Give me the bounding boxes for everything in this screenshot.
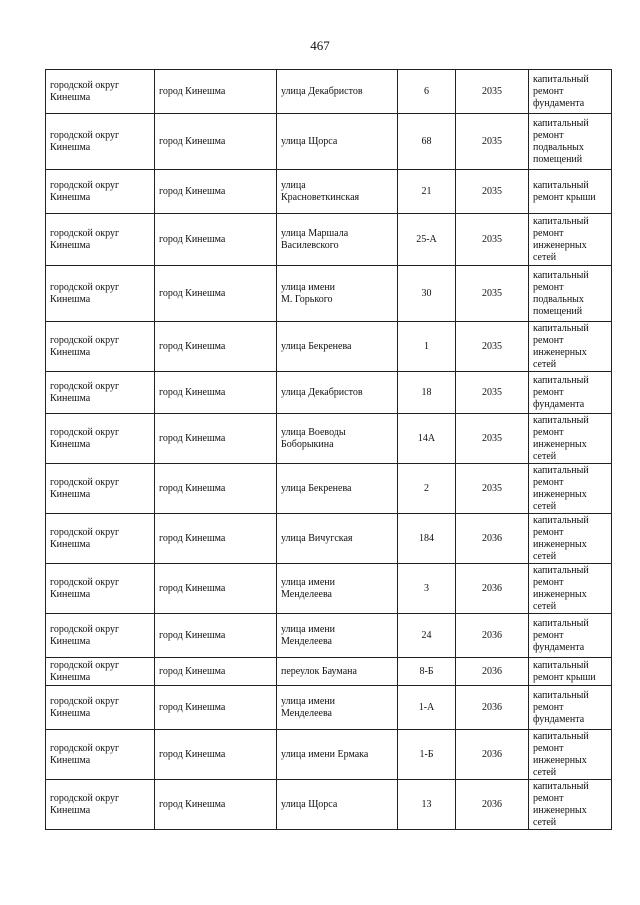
house-cell	[398, 266, 456, 322]
house-cell	[398, 214, 456, 266]
work-type-cell	[529, 514, 612, 564]
table-row	[46, 564, 612, 614]
city-cell	[155, 214, 277, 266]
okrug-text: городской округ Кинешма	[50, 179, 120, 203]
year-text: 2035	[482, 185, 502, 197]
work-type-cell	[529, 322, 612, 372]
street-cell	[277, 114, 398, 170]
street-text: улица Щорса	[281, 135, 338, 147]
work-type-cell	[529, 564, 612, 614]
okrug-text: городской округ Кинешма	[50, 281, 120, 305]
house-cell	[398, 372, 456, 414]
work-type-cell	[529, 614, 612, 658]
work-type-cell	[529, 372, 612, 414]
okrug-text: городской округ Кинешма	[50, 576, 120, 600]
table-row	[46, 214, 612, 266]
city-cell	[155, 686, 277, 730]
house-text: 1	[424, 340, 429, 352]
street-cell	[277, 730, 398, 780]
work-type-text: капитальный ремонт инженерных сетей	[533, 215, 589, 263]
street-text: улица Бекренева	[281, 340, 352, 352]
house-text: 68	[421, 135, 432, 147]
okrug-cell	[46, 414, 155, 464]
okrug-cell	[46, 614, 155, 658]
year-text: 2035	[482, 432, 502, 444]
house-text: 24	[421, 629, 432, 641]
work-type-text: капитальный ремонт подвальных помещений	[533, 269, 589, 317]
work-type-cell	[529, 214, 612, 266]
city-text: город Кинешма	[159, 582, 226, 594]
house-text: 30	[421, 287, 432, 299]
table-body	[46, 70, 612, 830]
street-text: улица Бекренева	[281, 482, 352, 494]
okrug-cell	[46, 686, 155, 730]
okrug-cell	[46, 658, 155, 686]
city-text: город Кинешма	[159, 135, 226, 147]
year-cell	[456, 514, 529, 564]
okrug-text: городской округ Кинешма	[50, 79, 120, 103]
city-cell	[155, 322, 277, 372]
year-text: 2035	[482, 135, 502, 147]
okrug-text: городской округ Кинешма	[50, 792, 120, 816]
street-text: улица Вичугская	[281, 532, 353, 544]
okrug-cell	[46, 114, 155, 170]
okrug-text: городской округ Кинешма	[50, 227, 120, 251]
work-type-cell	[529, 780, 612, 830]
table-row	[46, 614, 612, 658]
work-type-text: капитальный ремонт инженерных сетей	[533, 414, 589, 462]
year-text: 2036	[482, 582, 502, 594]
okrug-text: городской округ Кинешма	[50, 742, 120, 766]
house-cell	[398, 686, 456, 730]
house-text: 14А	[417, 432, 436, 444]
house-text: 18	[421, 386, 432, 398]
table-row	[46, 414, 612, 464]
street-text: улица Воеводы Боборыкина	[281, 426, 346, 450]
work-type-cell	[529, 266, 612, 322]
house-cell	[398, 780, 456, 830]
year-cell	[456, 730, 529, 780]
street-text: улица Красноветкинская	[281, 179, 360, 203]
year-cell	[456, 658, 529, 686]
okrug-cell	[46, 514, 155, 564]
city-cell	[155, 372, 277, 414]
street-cell	[277, 464, 398, 514]
street-text: улица Декабристов	[281, 386, 363, 398]
year-text: 2036	[482, 665, 502, 677]
house-cell	[398, 730, 456, 780]
city-text: город Кинешма	[159, 701, 226, 713]
house-cell	[398, 114, 456, 170]
table-row	[46, 514, 612, 564]
year-cell	[456, 686, 529, 730]
house-cell	[398, 658, 456, 686]
work-type-cell	[529, 70, 612, 114]
city-text: город Кинешма	[159, 629, 226, 641]
street-text: улица Декабристов	[281, 85, 363, 97]
okrug-text: городской округ Кинешма	[50, 526, 120, 550]
house-text: 1-Б	[419, 748, 434, 760]
street-text: улица имени Ермака	[281, 748, 369, 760]
table-row	[46, 266, 612, 322]
city-text: город Кинешма	[159, 233, 226, 245]
year-cell	[456, 372, 529, 414]
year-text: 2036	[482, 701, 502, 713]
okrug-text: городской округ Кинешма	[50, 623, 120, 647]
okrug-cell	[46, 464, 155, 514]
year-text: 2036	[482, 629, 502, 641]
page-number: 467	[310, 38, 330, 53]
city-cell	[155, 514, 277, 564]
city-cell	[155, 730, 277, 780]
street-cell	[277, 614, 398, 658]
work-type-cell	[529, 658, 612, 686]
street-text: улица имени Менделеева	[281, 576, 336, 600]
house-cell	[398, 70, 456, 114]
house-text: 184	[419, 532, 434, 544]
street-text: улица Щорса	[281, 798, 338, 810]
street-cell	[277, 414, 398, 464]
street-text: улица имени М. Горького	[281, 281, 336, 305]
city-cell	[155, 70, 277, 114]
table-row	[46, 70, 612, 114]
year-text: 2036	[482, 748, 502, 760]
city-text: город Кинешма	[159, 340, 226, 352]
city-text: город Кинешма	[159, 798, 226, 810]
city-text: город Кинешма	[159, 386, 226, 398]
house-text: 2	[424, 482, 429, 494]
city-cell	[155, 464, 277, 514]
work-type-text: капитальный ремонт инженерных сетей	[533, 514, 589, 562]
year-text: 2035	[482, 386, 502, 398]
year-cell	[456, 464, 529, 514]
okrug-cell	[46, 730, 155, 780]
work-type-cell	[529, 730, 612, 780]
house-text: 25-А	[416, 233, 437, 245]
year-cell	[456, 170, 529, 214]
work-type-text: капитальный ремонт фундамента	[533, 73, 589, 109]
city-cell	[155, 266, 277, 322]
street-cell	[277, 322, 398, 372]
work-type-text: капитальный ремонт фундамента	[533, 617, 589, 653]
city-text: город Кинешма	[159, 665, 226, 677]
house-text: 13	[421, 798, 432, 810]
year-text: 2035	[482, 340, 502, 352]
okrug-text: городской округ Кинешма	[50, 695, 120, 719]
housing-repair-table	[45, 69, 612, 830]
okrug-cell	[46, 214, 155, 266]
city-cell	[155, 614, 277, 658]
year-cell	[456, 214, 529, 266]
street-cell	[277, 70, 398, 114]
street-cell	[277, 780, 398, 830]
table-row	[46, 658, 612, 686]
work-type-text: капитальный ремонт фундамента	[533, 374, 589, 410]
okrug-text: городской округ Кинешма	[50, 334, 120, 358]
city-cell	[155, 170, 277, 214]
okrug-cell	[46, 372, 155, 414]
house-cell	[398, 464, 456, 514]
year-text: 2035	[482, 482, 502, 494]
city-cell	[155, 414, 277, 464]
city-text: город Кинешма	[159, 287, 226, 299]
table-row	[46, 686, 612, 730]
table-row	[46, 322, 612, 372]
work-type-cell	[529, 170, 612, 214]
street-text: улица Маршала Василевского	[281, 227, 349, 251]
year-text: 2036	[482, 532, 502, 544]
table-row	[46, 730, 612, 780]
city-text: город Кинешма	[159, 85, 226, 97]
year-cell	[456, 266, 529, 322]
street-cell	[277, 564, 398, 614]
year-cell	[456, 614, 529, 658]
okrug-cell	[46, 70, 155, 114]
okrug-text: городской округ Кинешма	[50, 476, 120, 500]
work-type-text: капитальный ремонт крыши	[533, 660, 596, 683]
year-cell	[456, 564, 529, 614]
street-cell	[277, 214, 398, 266]
work-type-cell	[529, 464, 612, 514]
year-cell	[456, 780, 529, 830]
work-type-text: капитальный ремонт инженерных сетей	[533, 464, 589, 512]
okrug-cell	[46, 322, 155, 372]
work-type-cell	[529, 114, 612, 170]
okrug-cell	[46, 564, 155, 614]
street-cell	[277, 514, 398, 564]
street-text: улица имени Менделеева	[281, 623, 336, 647]
year-cell	[456, 70, 529, 114]
year-text: 2035	[482, 287, 502, 299]
city-cell	[155, 780, 277, 830]
city-text: город Кинешма	[159, 482, 226, 494]
street-cell	[277, 686, 398, 730]
work-type-text: капитальный ремонт инженерных сетей	[533, 564, 589, 612]
house-cell	[398, 614, 456, 658]
house-cell	[398, 322, 456, 372]
city-text: город Кинешма	[159, 432, 226, 444]
house-cell	[398, 514, 456, 564]
city-text: город Кинешма	[159, 185, 226, 197]
okrug-text: городской округ Кинешма	[50, 380, 120, 404]
year-text: 2035	[482, 233, 502, 245]
year-cell	[456, 322, 529, 372]
house-cell	[398, 414, 456, 464]
city-cell	[155, 564, 277, 614]
street-cell	[277, 372, 398, 414]
house-cell	[398, 170, 456, 214]
work-type-text: капитальный ремонт инженерных сетей	[533, 780, 589, 828]
house-text: 21	[421, 185, 432, 197]
street-cell	[277, 266, 398, 322]
year-cell	[456, 114, 529, 170]
street-cell	[277, 658, 398, 686]
year-text: 2035	[482, 85, 502, 97]
work-type-text: капитальный ремонт инженерных сетей	[533, 322, 589, 370]
house-text: 3	[424, 582, 429, 594]
city-cell	[155, 658, 277, 686]
table-row	[46, 780, 612, 830]
work-type-text: капитальный ремонт фундамента	[533, 689, 589, 725]
work-type-cell	[529, 414, 612, 464]
okrug-cell	[46, 780, 155, 830]
street-text: переулок Баумана	[281, 665, 357, 677]
house-text: 8-Б	[419, 665, 434, 677]
city-text: город Кинешма	[159, 748, 226, 760]
year-text: 2036	[482, 798, 502, 810]
table-row	[46, 464, 612, 514]
house-text: 1-А	[418, 701, 435, 713]
street-cell	[277, 170, 398, 214]
house-cell	[398, 564, 456, 614]
city-cell	[155, 114, 277, 170]
okrug-text: городской округ Кинешма	[50, 426, 120, 450]
okrug-cell	[46, 170, 155, 214]
okrug-cell	[46, 266, 155, 322]
okrug-text: городской округ Кинешма	[50, 129, 120, 153]
house-text: 6	[424, 85, 429, 97]
table-row	[46, 372, 612, 414]
work-type-cell	[529, 686, 612, 730]
okrug-text: городской округ Кинешма	[50, 660, 120, 683]
table-row	[46, 170, 612, 214]
work-type-text: капитальный ремонт подвальных помещений	[533, 117, 589, 165]
street-text: улица имени Менделеева	[281, 695, 336, 719]
city-text: город Кинешма	[159, 532, 226, 544]
table-row	[46, 114, 612, 170]
year-cell	[456, 414, 529, 464]
work-type-text: капитальный ремонт крыши	[533, 179, 596, 203]
work-type-text: капитальный ремонт инженерных сетей	[533, 730, 589, 778]
